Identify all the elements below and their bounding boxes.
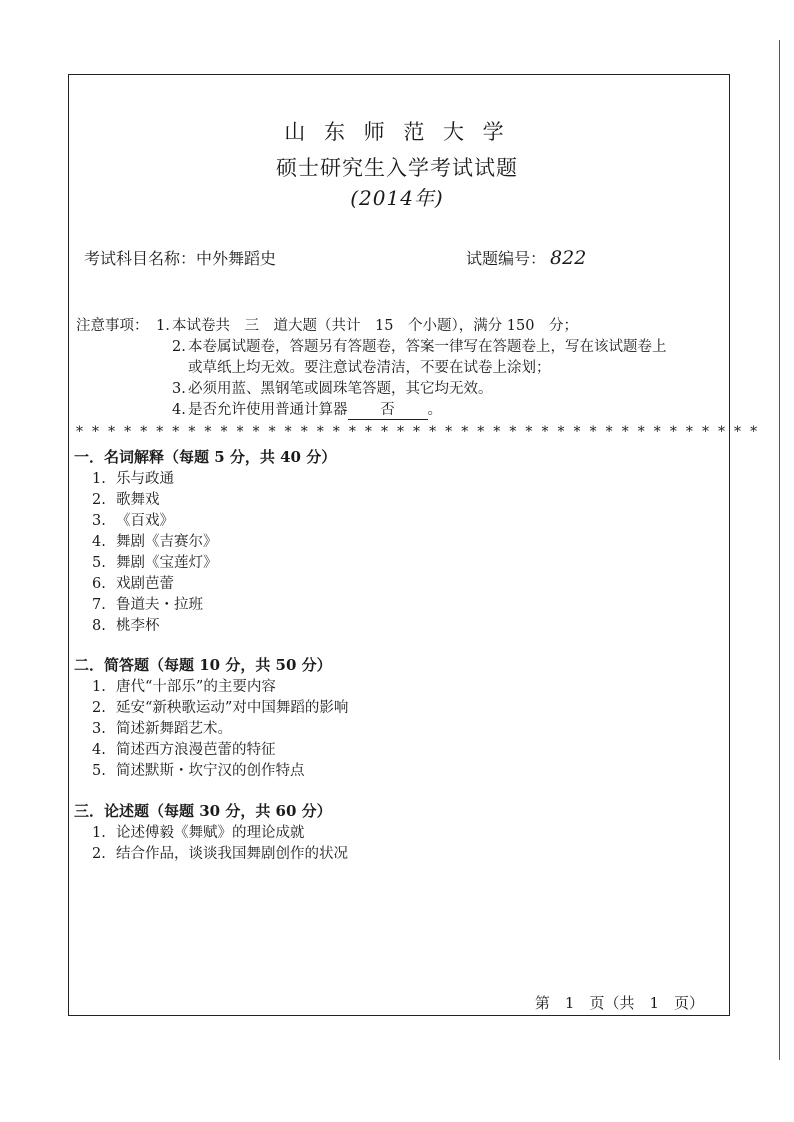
question-item: 1. 论述傅毅《舞赋》的理论成就: [92, 825, 305, 841]
section-essay: [74, 800, 348, 865]
question-item: 6. 戏剧芭蕾: [92, 576, 174, 592]
instruction-item: 或草纸上均无效。要注意试卷清洁，不要在试卷上涂划；: [188, 360, 551, 376]
section-title: 一．名词解释（每题 5 分，共 40 分）: [74, 448, 337, 466]
instruction-item: 2. 本卷属试题卷，答题另有答题卷，答案一律写在答题卷上，写在该试题卷上: [172, 339, 667, 355]
exam-code-label: 试题编号：: [466, 249, 547, 268]
instruction-item: 注意事项： 1. 本试卷共 三 道大题（共计 15 个小题），满分 150 分；: [76, 316, 667, 337]
university-name: 山 东 师 范 大 学: [284, 120, 510, 144]
page-number: 第 1 页（共 1 页）: [534, 994, 704, 1012]
calculator-answer-blank: 否: [348, 402, 428, 420]
exam-code-value: 822: [550, 247, 587, 269]
question-item: 5. 舞剧《宝莲灯》: [92, 555, 218, 571]
section-title: 三．论述题（每题 30 分，共 60 分）: [74, 802, 332, 820]
question-item: 8. 桃李杯: [92, 618, 160, 634]
instruction-item: 3. 必须用蓝、黑钢笔或圆珠笔答题，其它均无效。: [172, 381, 493, 397]
question-item: 1. 唐代“十部乐”的主要内容: [92, 679, 276, 695]
question-item: 3. 《百戏》: [92, 513, 174, 529]
instructions-label: 注意事项：: [76, 318, 149, 334]
section-terms: [74, 446, 336, 637]
question-item: 2. 延安“新秧歌运动”对中国舞蹈的影响: [92, 700, 349, 716]
question-item: 2. 歌舞戏: [92, 492, 160, 508]
instructions: [76, 316, 667, 421]
question-item: 3. 简述新舞蹈艺术。: [92, 721, 232, 737]
exam-title: 硕士研究生入学考试试题: [276, 156, 518, 180]
question-item: 4. 简述西方浪漫芭蕾的特征: [92, 742, 276, 758]
question-item: 5. 简述默斯・坎宁汉的创作特点: [92, 763, 305, 779]
exam-code: [466, 246, 586, 269]
question-item: 1. 乐与政通: [92, 471, 174, 487]
section-title: 二．简答题（每题 10 分，共 50 分）: [74, 656, 332, 674]
instruction-item: 4. 是否允许使用普通计算器 否 。: [172, 402, 442, 418]
question-item: 7. 鲁道夫・拉班: [92, 597, 203, 613]
section-short-answer: [74, 654, 348, 782]
star-divider: * * * * * * * * * * * * * * * * * * * * * * * * * * * * * * * * * * * * * * * * * * *: [76, 424, 760, 440]
subject-name: 考试科目名称：中外舞蹈史: [84, 249, 277, 268]
exam-year: (2014年): [350, 186, 444, 210]
question-item: 2. 结合作品，谈谈我国舞剧创作的状况: [92, 846, 348, 862]
question-item: 4. 舞剧《吉赛尔》: [92, 534, 218, 550]
